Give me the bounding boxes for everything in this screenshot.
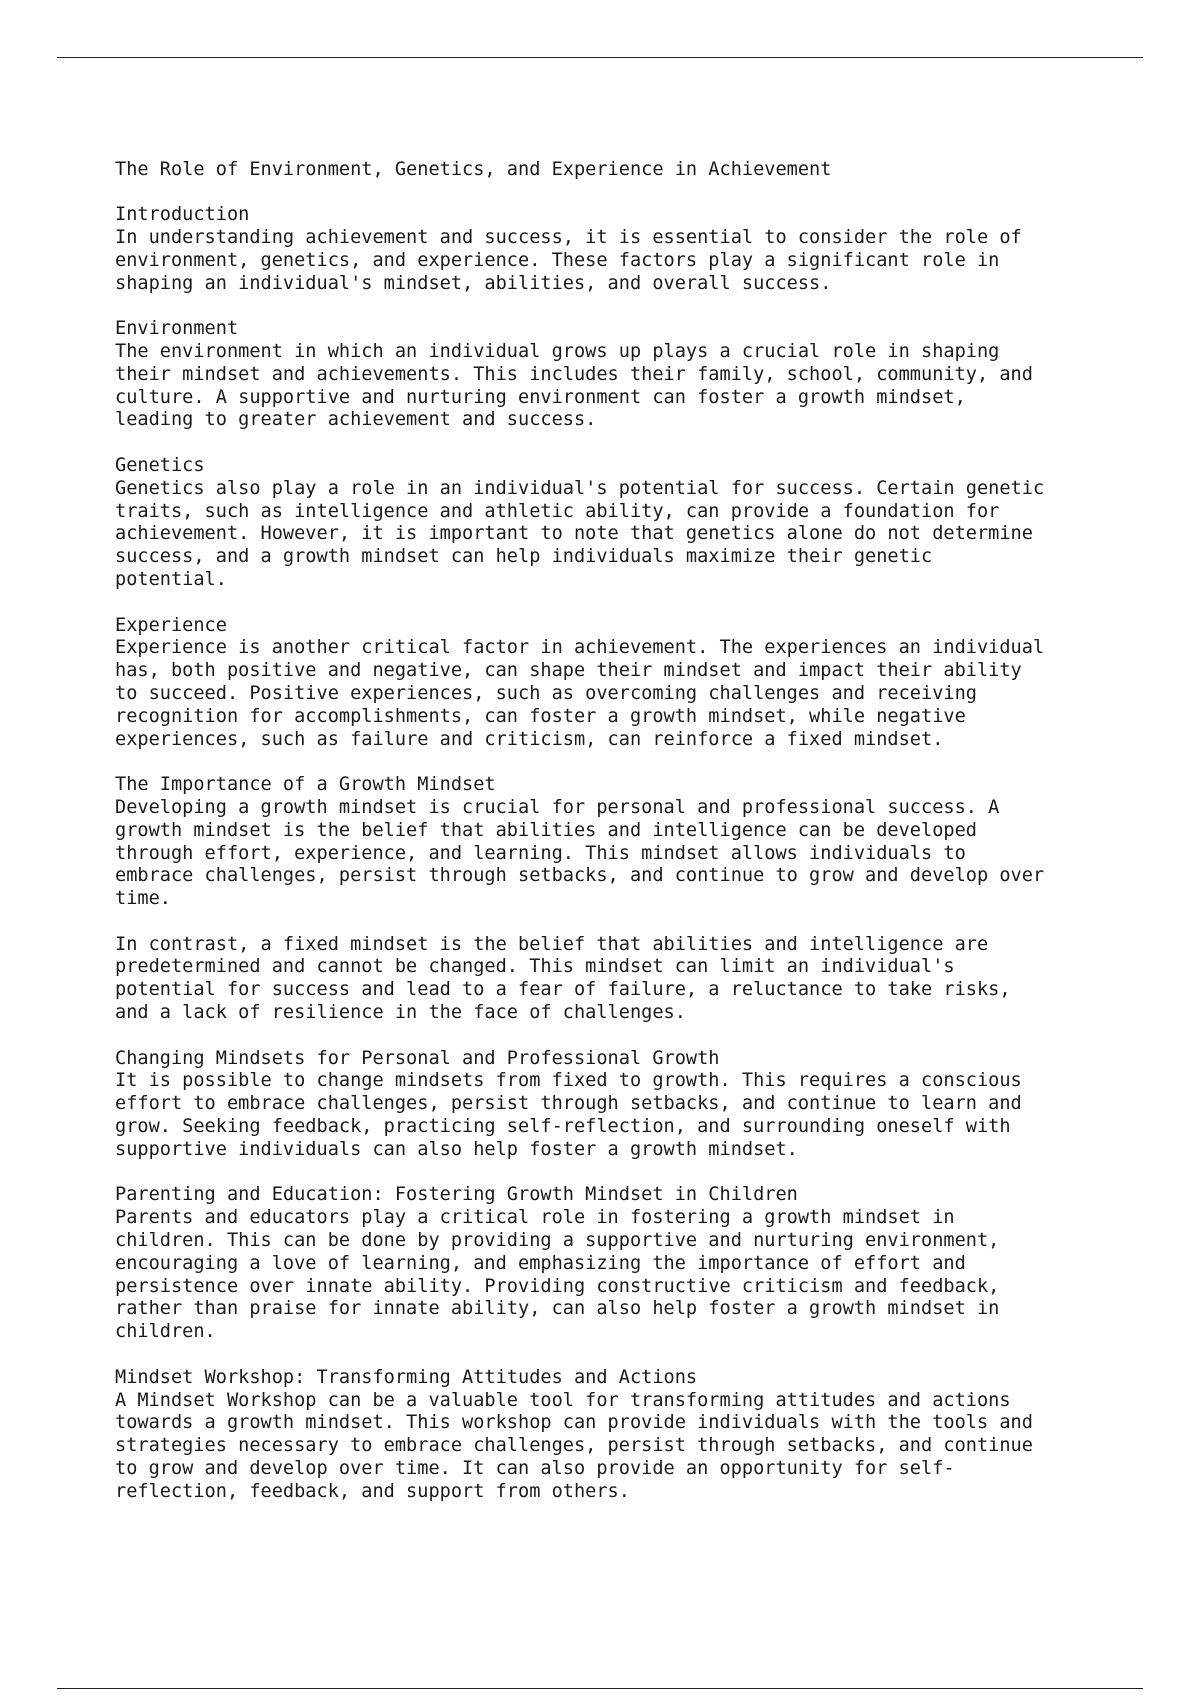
document-title: The Role of Environment, Genetics, and Experience in Achievement — [115, 158, 832, 180]
top-horizontal-rule — [57, 57, 1143, 58]
section-heading: Introduction — [115, 204, 250, 226]
paragraph-line: environment, genetics, and experience. These factors play a significant role in — [115, 249, 1000, 271]
paragraph-line: culture. A supportive and nurturing environment can foster a growth mindset, — [115, 386, 966, 408]
paragraph-line: strategies necessary to embrace challenges, persist through setbacks, and continue — [115, 1435, 1033, 1457]
paragraph-line: effort to embrace challenges, persist through setbacks, and continue to learn and — [115, 1093, 1022, 1115]
paragraph-line: reflection, feedback, and support from others. — [115, 1480, 630, 1502]
paragraph-line: It is possible to change mindsets from fixed to growth. This requires a conscious — [115, 1070, 1022, 1092]
paragraph-line: growth mindset is the belief that abilities and intelligence can be developed — [115, 819, 977, 841]
paragraph-line: leading to greater achievement and success. — [115, 409, 597, 431]
paragraph-line: traits, such as intelligence and athletic ability, can provide a foundation for — [115, 500, 1000, 522]
paragraph-line: achievement. However, it is important to note that genetics alone do not determine — [115, 523, 1033, 545]
document-section — [115, 1184, 1165, 1344]
document-body — [115, 113, 1165, 1504]
paragraph-line: Developing a growth mindset is crucial for personal and professional success. A — [115, 796, 1000, 818]
section-heading: Parenting and Education: Fostering Growth Mindset in Children — [115, 1184, 798, 1206]
paragraph-line: grow. Seeking feedback, practicing self-reflection, and surrounding oneself with — [115, 1116, 1011, 1138]
paragraph-spacer — [115, 751, 1165, 774]
paragraph-line: has, both positive and negative, can shape their mindset and impact their ability — [115, 660, 1022, 682]
bottom-horizontal-rule — [57, 1688, 1143, 1689]
paragraph-spacer — [115, 911, 1165, 934]
paragraph-line: recognition for accomplishments, can foster a growth mindset, while negative — [115, 705, 966, 727]
paragraph-line: A Mindset Workshop can be a valuable tool for transforming attitudes and actions — [115, 1389, 1011, 1411]
paragraph-line: shaping an individual's mindset, abilities, and overall success. — [115, 272, 832, 294]
paragraph-line: children. This can be done by providing a supportive and nurturing environment, — [115, 1230, 1000, 1252]
document-section — [115, 934, 1165, 1025]
section-heading: Environment — [115, 318, 239, 340]
document-section — [115, 318, 1165, 432]
paragraph-line: time. — [115, 888, 171, 910]
paragraph-spacer — [115, 592, 1165, 615]
paragraph-spacer — [115, 1025, 1165, 1048]
section-heading: Experience — [115, 614, 227, 636]
paragraph-line: Parents and educators play a critical role in fostering a growth mindset in — [115, 1207, 955, 1229]
paragraph-spacer — [115, 432, 1165, 455]
paragraph-line: In contrast, a fixed mindset is the belief that abilities and intelligence are — [115, 933, 989, 955]
paragraph-line: Experience is another critical factor in achievement. The experiences an individual — [115, 637, 1045, 659]
section-heading: Genetics — [115, 454, 205, 476]
paragraph-line: In understanding achievement and success, it is essential to consider the role of — [115, 226, 1022, 248]
paragraph-line: Genetics also play a role in an individual's potential for success. Certain genetic — [115, 477, 1045, 499]
document-section — [115, 1367, 1165, 1504]
section-heading: The Importance of a Growth Mindset — [115, 774, 496, 796]
paragraph-line: encouraging a love of learning, and emphasizing the importance of effort and — [115, 1252, 966, 1274]
paragraph-spacer — [115, 1344, 1165, 1367]
document-section — [115, 1048, 1165, 1162]
section-heading: Mindset Workshop: Transforming Attitudes and Actions — [115, 1366, 698, 1388]
paragraph-line: towards a growth mindset. This workshop can provide individuals with the tools and — [115, 1412, 1033, 1434]
paragraph-line: experiences, such as failure and criticism, can reinforce a fixed mindset. — [115, 728, 944, 750]
paragraph-line: to succeed. Positive experiences, such as overcoming challenges and receiving — [115, 682, 977, 704]
document-section — [115, 615, 1165, 752]
paragraph-line: children. — [115, 1321, 216, 1343]
paragraph-line: supportive individuals can also help foster a growth mindset. — [115, 1138, 798, 1160]
paragraph-line: potential for success and lead to a fear of failure, a reluctance to take risks, — [115, 979, 1011, 1001]
section-heading: Changing Mindsets for Personal and Professional Growth — [115, 1047, 720, 1069]
document-section — [115, 455, 1165, 592]
document-section — [115, 774, 1165, 911]
paragraph-line: persistence over innate ability. Providing constructive criticism and feedback, — [115, 1275, 1000, 1297]
paragraph-line: their mindset and achievements. This includes their family, school, community, and — [115, 363, 1033, 385]
paragraph-line: predetermined and cannot be changed. This mindset can limit an individual's — [115, 956, 955, 978]
paragraph-line: The environment in which an individual grows up plays a crucial role in shaping — [115, 340, 1000, 362]
paragraph-spacer — [115, 1162, 1165, 1185]
paragraph-line: through effort, experience, and learning. This mindset allows individuals to — [115, 842, 966, 864]
paragraph-line: potential. — [115, 568, 227, 590]
paragraph-line: to grow and develop over time. It can also provide an opportunity for self- — [115, 1458, 955, 1480]
paragraph-line: success, and a growth mindset can help individuals maximize their genetic — [115, 546, 933, 568]
paragraph-line: embrace challenges, persist through setbacks, and continue to grow and develop over — [115, 865, 1045, 887]
document-section — [115, 204, 1165, 295]
paragraph-line: rather than praise for innate ability, can also help foster a growth mindset in — [115, 1298, 1000, 1320]
paragraph-line: and a lack of resilience in the face of challenges. — [115, 1002, 686, 1024]
paragraph-spacer — [115, 295, 1165, 318]
